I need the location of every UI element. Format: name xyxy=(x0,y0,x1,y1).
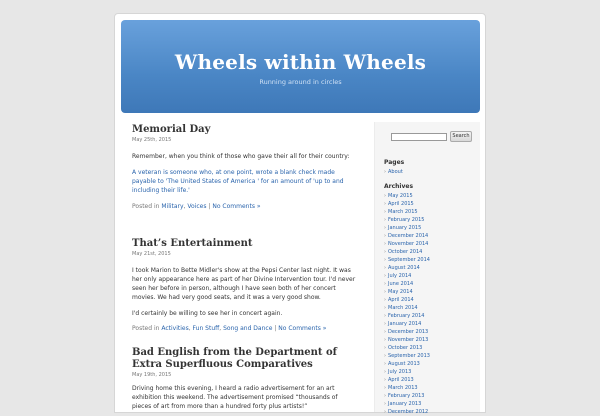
archive-link[interactable]: February 2015 xyxy=(388,217,425,223)
bullet-icon: › xyxy=(384,233,386,239)
list-item xyxy=(384,368,430,376)
post-quote-link[interactable] xyxy=(132,168,357,195)
archive-link[interactable]: June 2014 xyxy=(388,281,414,287)
bullet-icon: › xyxy=(384,281,386,287)
list-item xyxy=(384,264,430,272)
archive-link[interactable]: February 2013 xyxy=(388,393,425,399)
archive-link[interactable]: January 2013 xyxy=(388,401,422,407)
archive-link[interactable]: September 2013 xyxy=(388,353,430,359)
archive-link[interactable]: November 2013 xyxy=(388,337,429,343)
bullet-icon: › xyxy=(384,169,386,175)
archive-link[interactable]: April 2014 xyxy=(388,297,414,303)
bullet-icon: › xyxy=(384,265,386,271)
list-item xyxy=(384,320,430,328)
category-link[interactable]: Military xyxy=(161,203,184,210)
list-item xyxy=(384,304,430,312)
bullet-icon: › xyxy=(384,345,386,351)
bullet-icon: › xyxy=(384,201,386,207)
page-container xyxy=(114,13,486,413)
bullet-icon: › xyxy=(384,409,386,415)
posted-in-label: Posted in xyxy=(132,203,162,210)
archive-link[interactable]: April 2013 xyxy=(388,377,414,383)
post-paragraph: Remember, when you think of those who gave their all for their country: xyxy=(132,153,350,160)
bullet-icon: › xyxy=(384,385,386,391)
list-item xyxy=(384,384,430,392)
pages-list xyxy=(384,168,403,176)
blog-title[interactable]: Wheels within Wheels xyxy=(174,50,427,74)
quote-link[interactable]: A veteran is someone who, at one point, wrote a blank check made payable to 'The United States of America ' for an amount of 'up to and including their life.' xyxy=(132,169,344,194)
post xyxy=(132,124,357,210)
archive-link[interactable]: December 2012 xyxy=(388,409,429,415)
list-item xyxy=(384,312,430,320)
category-link[interactable]: Song and Dance xyxy=(223,325,273,332)
bullet-icon: › xyxy=(384,369,386,375)
bullet-icon: › xyxy=(384,305,386,311)
list-item xyxy=(384,200,430,208)
post-paragraph: I'd certainly be willing to see her in concert again. xyxy=(132,310,283,317)
post-meta: Posted in Military, Voices | No Comments » xyxy=(132,203,261,210)
bullet-icon: › xyxy=(384,289,386,295)
post-paragraph: Driving home this evening, I heard a radio advertisement for an art exhibition this weekend. The advertisement promised “thousands of pieces of art from more than a hundred forty plus artists!” xyxy=(132,385,338,410)
comments-link[interactable]: No Comments » xyxy=(278,325,327,332)
archive-link[interactable]: December 2013 xyxy=(388,329,429,335)
search-button[interactable]: Search xyxy=(450,131,472,142)
bullet-icon: › xyxy=(384,257,386,263)
sidebar xyxy=(374,122,480,415)
list-item xyxy=(384,360,430,368)
blog-header xyxy=(121,20,480,113)
archives-list xyxy=(384,192,430,416)
list-item xyxy=(384,208,430,216)
bullet-icon: › xyxy=(384,393,386,399)
list-item xyxy=(384,376,430,384)
list-item xyxy=(384,336,430,344)
bullet-icon: › xyxy=(384,241,386,247)
archive-link[interactable]: May 2015 xyxy=(388,193,413,199)
bullet-icon: › xyxy=(384,297,386,303)
list-item xyxy=(384,288,430,296)
bullet-icon: › xyxy=(384,225,386,231)
bullet-icon: › xyxy=(384,217,386,223)
list-item xyxy=(384,328,430,336)
archive-link[interactable]: March 2014 xyxy=(388,305,418,311)
archive-link[interactable]: October 2014 xyxy=(388,249,423,255)
post-meta: Posted in Activities, Fun Stuff, Song and Dance | No Comments » xyxy=(132,325,327,332)
bullet-icon: › xyxy=(384,193,386,199)
archive-link[interactable]: September 2014 xyxy=(388,257,430,263)
bullet-icon: › xyxy=(384,321,386,327)
archive-link[interactable]: January 2015 xyxy=(388,225,422,231)
bullet-icon: › xyxy=(384,273,386,279)
list-item xyxy=(384,408,430,416)
archive-link[interactable]: April 2015 xyxy=(388,201,414,207)
list-item xyxy=(384,168,403,176)
bullet-icon: › xyxy=(384,313,386,319)
comments-link[interactable]: No Comments » xyxy=(212,203,261,210)
page-link-about[interactable]: About xyxy=(388,169,403,175)
archive-link[interactable]: January 2014 xyxy=(388,321,422,327)
archive-link[interactable]: March 2013 xyxy=(388,385,418,391)
bullet-icon: › xyxy=(384,337,386,343)
list-item xyxy=(384,232,430,240)
list-item xyxy=(384,192,430,200)
blog-description: Running around in circles xyxy=(259,78,342,86)
list-item xyxy=(384,256,430,264)
post-date: May 25th, 2015 xyxy=(132,137,172,143)
list-item xyxy=(384,392,430,400)
bullet-icon: › xyxy=(384,377,386,383)
archive-link[interactable]: July 2014 xyxy=(388,273,412,279)
post-date: May 19th, 2015 xyxy=(132,372,172,378)
post-title[interactable]: That’s Entertainment xyxy=(132,238,253,249)
archive-link[interactable]: November 2014 xyxy=(388,241,429,247)
list-item xyxy=(384,240,430,248)
archive-link[interactable]: July 2013 xyxy=(388,369,412,375)
pages-heading: Pages xyxy=(384,159,405,166)
post xyxy=(132,238,357,332)
search-input[interactable] xyxy=(391,133,447,141)
post xyxy=(132,347,357,411)
list-item xyxy=(384,400,430,408)
bullet-icon: › xyxy=(384,361,386,367)
category-link[interactable]: Activities xyxy=(161,325,189,332)
bullet-icon: › xyxy=(384,209,386,215)
post-title[interactable]: Memorial Day xyxy=(132,124,211,135)
archive-link[interactable]: February 2014 xyxy=(388,313,425,319)
list-item xyxy=(384,280,430,288)
post-date: May 21st, 2015 xyxy=(132,251,171,257)
archives-heading: Archives xyxy=(384,183,414,190)
archive-link[interactable]: October 2013 xyxy=(388,345,423,351)
list-item xyxy=(384,344,430,352)
list-item xyxy=(384,352,430,360)
archive-link[interactable]: May 2014 xyxy=(388,289,413,295)
post-paragraph: I took Marion to Bette Midler's show at the Pepsi Center last night. It was her only appearance here as part of her Divine Intervention tour. I'd never seen her before in person, although I have seen both of her concert movies. We had very good seats, and it was a very good show. xyxy=(132,267,356,301)
bullet-icon: › xyxy=(384,329,386,335)
post-title[interactable]: Bad English from the Department of Extra Superfluous Comparatives xyxy=(132,347,337,370)
list-item xyxy=(384,272,430,280)
posted-in-label: Posted in xyxy=(132,325,162,332)
bullet-icon: › xyxy=(384,249,386,255)
list-item xyxy=(384,216,430,224)
archive-link[interactable]: August 2013 xyxy=(388,361,420,367)
category-link[interactable]: Fun Stuff xyxy=(192,325,220,332)
category-link[interactable]: Voices xyxy=(187,203,207,210)
bullet-icon: › xyxy=(384,353,386,359)
list-item xyxy=(384,248,430,256)
archive-link[interactable]: August 2014 xyxy=(388,265,420,271)
list-item xyxy=(384,224,430,232)
list-item xyxy=(384,296,430,304)
archive-link[interactable]: December 2014 xyxy=(388,233,429,239)
bullet-icon: › xyxy=(384,401,386,407)
archive-link[interactable]: March 2015 xyxy=(388,209,418,215)
